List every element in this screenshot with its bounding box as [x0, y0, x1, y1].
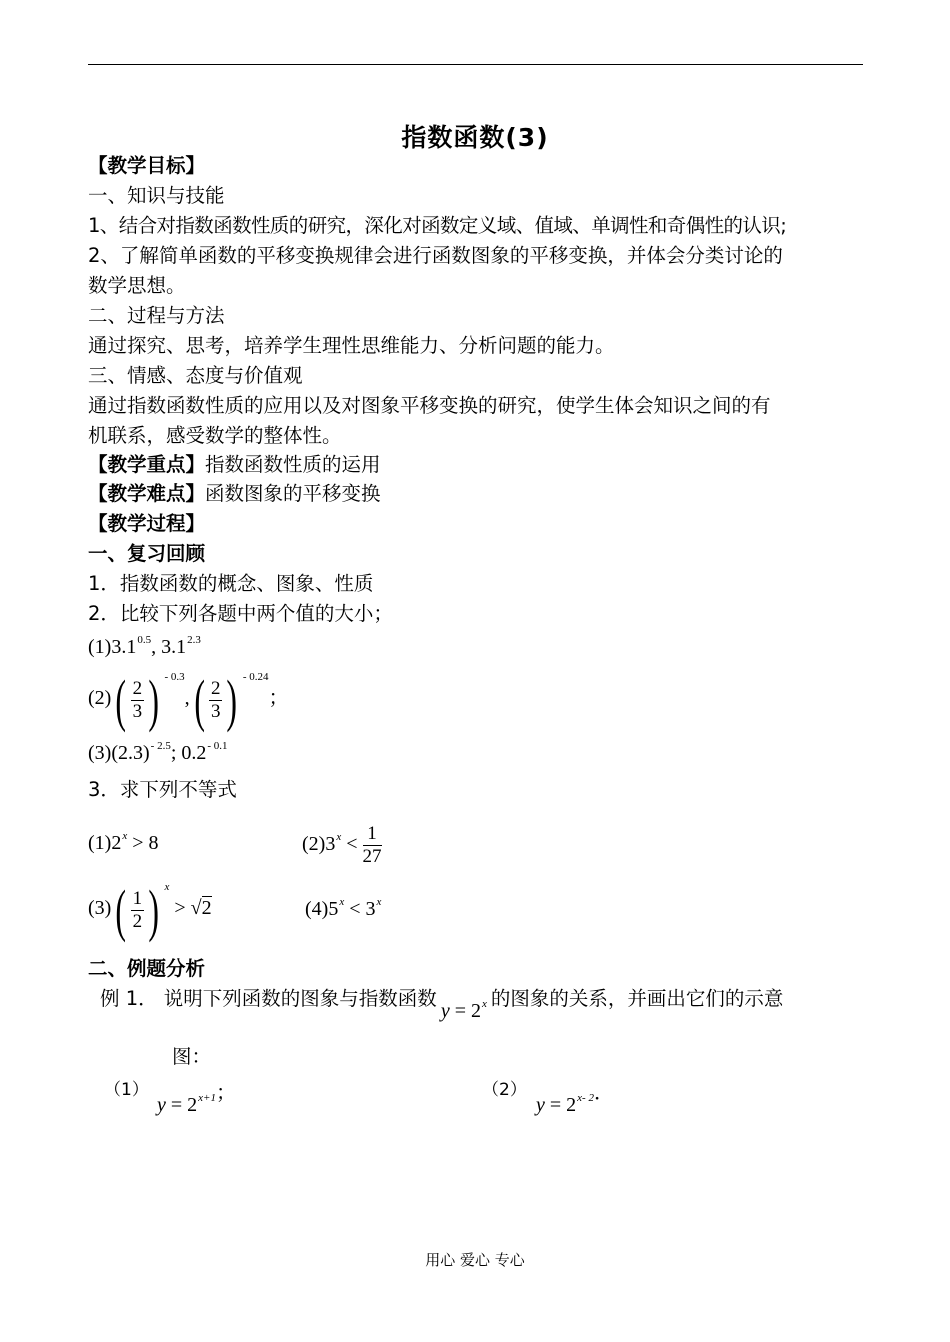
example-1-sub2-label: （2）	[482, 1080, 527, 1100]
knowledge-item-2-line2: 数学思想。	[88, 274, 186, 297]
examples-heading: 二、例题分析	[88, 957, 206, 980]
key-point-label: 【教学重点】	[88, 453, 206, 476]
knowledge-item-2-line1: 2、了解简单函数的平移变换规律会进行函数图象的平移变换，并体会分类讨论的	[88, 244, 783, 267]
example-1-line2: 图：	[172, 1045, 212, 1068]
fraction-one-over-27: $\frac{1}{27}$	[362, 822, 382, 867]
example-1-sub2-function: $y = 2^{x- 2}$．	[536, 1082, 614, 1116]
knowledge-item-1: 1、结合对指数函数性质的研究，深化对函数定义域、值域、单调性和奇偶性的认识;	[88, 214, 787, 237]
review-heading: 一、复习回顾	[88, 542, 206, 565]
example-1-sub1-function: $y = 2^{x+1}$；	[157, 1082, 236, 1116]
example-1-line1: 例 1． 说明下列函数的图象与指数函数$y = 2^x$ 的图象的关系，并画出它们的示意	[100, 987, 784, 1022]
difficulty-text: 函数图象的平移变换	[205, 482, 381, 505]
inequality-2: $(2)3^x$ < $\frac{1}{27}$	[302, 822, 382, 867]
inequality-3: (3)( $\frac{1}{2}$ ) $^x$ > √2	[88, 877, 212, 943]
process-text: 通过探究、思考，培养学生理性思维能力、分析问题的能力。	[88, 334, 615, 357]
review-item-2: 2．比较下列各题中两个值的大小；	[88, 602, 393, 625]
inequality-4: $(4)5^x < 3^x$	[305, 896, 382, 920]
section-knowledge-heading: 一、知识与技能	[88, 184, 225, 207]
fraction-group-2: ( $\frac{2}{3}$ )	[194, 667, 238, 733]
review-item-1: 1．指数函数的概念、图象、性质	[88, 572, 374, 595]
values-text-line2: 机联系，感受数学的整体性。	[88, 424, 342, 447]
header-rule	[88, 64, 863, 65]
fraction-group-1: ( $\frac{2}{3}$ )	[115, 667, 160, 733]
process-heading: 【教学过程】	[88, 512, 206, 535]
sqrt-symbol: √	[190, 897, 202, 919]
page-title: 指数函数(3)	[401, 123, 549, 152]
difficulty-label: 【教学难点】	[88, 482, 206, 505]
compare-problem-1: $(1)3.1^{0.5}$, $3.1^{2.3}$	[88, 634, 201, 658]
values-text-line1: 通过指数函数性质的应用以及对图象平移变换的研究，使学生体会知识之间的有	[88, 394, 771, 417]
compare-problem-2: (2)( $\frac{2}{3}$ ) $^{- 0.3}$,( $\frac{2}{3}$ ) $^{- 0.24}$；	[88, 667, 289, 733]
objectives-heading: 【教学目标】	[88, 154, 206, 177]
inequality-1: $(1)2^x > 8$	[88, 830, 159, 854]
example-1-function: $y = 2^x$	[440, 998, 487, 1022]
compare-problem-3: $(3)(2.3)^{- 2.5}$; $0.2^{- 0.1}$	[88, 740, 228, 764]
key-point-text: 指数函数性质的运用	[205, 453, 381, 476]
example-1-sub1-label: （1）	[104, 1080, 149, 1100]
section-process-heading: 二、过程与方法	[88, 304, 225, 327]
page-footer: 用心 爱心 专心	[425, 1251, 525, 1269]
difficulty	[88, 481, 381, 507]
section-values-heading: 三、情感、态度与价值观	[88, 364, 303, 387]
key-point	[88, 452, 381, 478]
review-item-3: 3．求下列不等式	[88, 778, 237, 801]
